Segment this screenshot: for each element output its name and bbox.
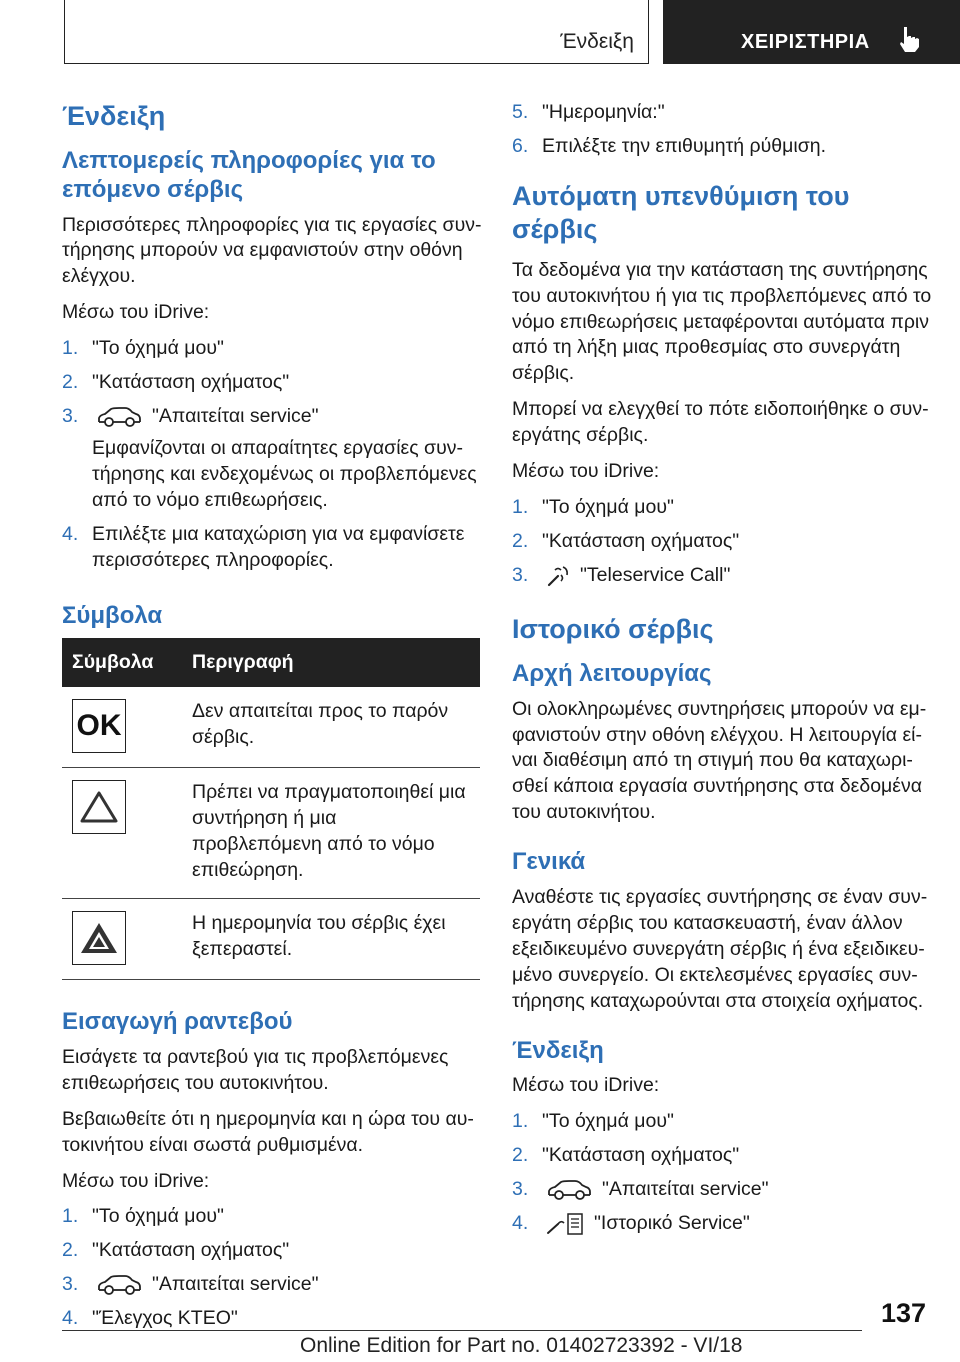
car-service-icon xyxy=(96,406,142,428)
step-number: 3. xyxy=(62,1273,79,1296)
step-number: 4. xyxy=(512,1212,529,1235)
step-number: 4. xyxy=(62,522,79,545)
hand-pointer-icon xyxy=(894,24,924,54)
list-item xyxy=(62,336,482,362)
auto-reminder-note: Μπορεί να ελεγχθεί το πότε ειδοποιήθηκε ο συνεργάτης σέρβις. xyxy=(512,398,929,447)
step-number: 3. xyxy=(62,405,79,428)
auto-reminder-text: Τα δεδομένα για την κατάσταση της συντήρησης του αυτοκινήτου ή για τις προβλεπόμενες από το νόμο επιθεωρήσεις μεταφέρονται αυτόματα πριν από τη λήξη μιας προθεσμίας στο συνεργάτη σέρβις. xyxy=(512,258,932,385)
principle-title: Αρχή λειτουργίας xyxy=(512,659,712,687)
step-text: "Το όχημά μου" xyxy=(542,1110,674,1133)
left-column xyxy=(62,100,482,1340)
appointment-text: Εισάγετε τα ραντεβού για τις προβλεπόμενες επιθεωρήσεις του αυτοκινήτου. xyxy=(62,1045,449,1094)
step-text: "Ιστορικό Service" xyxy=(594,1212,750,1235)
step-text: "Απαιτείται service" xyxy=(152,405,319,428)
step-text: "Teleservice Call" xyxy=(580,563,731,586)
appointment-note: Βεβαιωθείτε ότι η ημερομηνία και η ώρα του αυτοκινήτου είναι σωστά ρυθμισμένα. xyxy=(62,1107,474,1156)
chapter-tab[interactable] xyxy=(663,0,960,64)
warning-triangle-icon xyxy=(72,780,126,834)
step-number: 6. xyxy=(512,134,529,157)
step-text: "Απαιτείται service" xyxy=(152,1273,319,1296)
wrench-signal-icon xyxy=(546,565,570,587)
table-cell: Δεν απαιτείται προς το παρόν σέρβις. xyxy=(182,687,480,768)
section-tab[interactable] xyxy=(64,0,649,64)
table-cell: Η ημερομηνία του σέρβις έχει ξεπεραστεί. xyxy=(182,899,480,980)
step-number: 1. xyxy=(62,337,79,360)
chapter-label: ΧΕΙΡΙΣΤΗΡΙΑ xyxy=(741,31,870,53)
step-text: Επιλέξτε μια καταχώριση για να εμφανίσετε περισσότερες πληροφορίες. xyxy=(92,522,465,571)
symbols-table xyxy=(62,638,480,980)
step-number: 2. xyxy=(62,371,79,394)
table-header-description: Περιγραφή xyxy=(182,638,480,687)
list-item xyxy=(512,134,932,160)
step-number: 1. xyxy=(512,496,529,519)
step-note: Εμφανίζονται οι απαραίτητες εργασίες συντήρησης και ενδεχομένως οι προβλεπόμενες από το νόμο επιθεωρήσεις. xyxy=(92,436,477,511)
general-title: Γενικά xyxy=(512,848,586,876)
via-idrive: Μέσω του iDrive: xyxy=(512,1074,660,1097)
footer-edition: Online Edition for Part no. 01402723392 - VI/18 xyxy=(300,1334,743,1357)
appointment-title: Εισαγωγή ραντεβού xyxy=(62,1008,293,1036)
list-item xyxy=(512,495,932,521)
intro-text: Περισσότερες πληροφορίες για τις εργασίες συντήρησης μπορούν να εμφανιστούν στην οθόνη ελέγχου. xyxy=(62,213,482,288)
via-idrive: Μέσω του iDrive: xyxy=(62,1169,210,1192)
list-item xyxy=(512,1177,932,1203)
list-item xyxy=(512,529,932,555)
via-idrive: Μέσω του iDrive: xyxy=(62,301,210,324)
ok-icon: OK xyxy=(72,699,126,753)
car-service-icon xyxy=(96,1274,142,1296)
step-number: 1. xyxy=(62,1205,79,1228)
step-text: "Το όχημά μου" xyxy=(92,1205,224,1228)
list-item xyxy=(512,1211,932,1237)
list-item xyxy=(62,1238,482,1264)
table-row xyxy=(62,768,480,899)
general-text: Αναθέστε τις εργασίες συντήρησης σε έναν συνεργάτη σέρβις του κατασκευαστή, έναν άλλον εξειδικευμένο συνεργάτη σέρβις ή ένα εξειδικευμένο συνεργείο. Οι εκτελεσμένες εργασίες συντήρησης καταχωρούνται στα στοιχεία οχήματος. xyxy=(512,886,928,1012)
subsection-title: Λεπτομερείς πληροφορίες για το επόμενο σέρβις xyxy=(62,146,436,203)
table-header-symbols: Σύμβολα xyxy=(62,638,182,687)
step-number: 3. xyxy=(512,563,529,586)
symbols-title: Σύμβολα xyxy=(62,601,163,629)
page-number: 137 xyxy=(880,1298,926,1328)
auto-reminder-title: Αυτόματη υπενθύμιση του σέρβις xyxy=(512,180,850,244)
step-number: 4. xyxy=(62,1307,79,1330)
list-item xyxy=(62,370,482,396)
step-text: "Το όχημά μου" xyxy=(92,337,224,360)
principle-text: Οι ολοκληρωμένες συντηρήσεις μπορούν να εμφανιστούν στην οθόνη ελέγχου. Η λειτουργία είναι διαθέσιμη από τη στιγμή που θα καταχωρισθεί κάποια εργασία συντήρησης στα δεδομένα του αυτοκινήτου. xyxy=(512,697,927,824)
step-number: 2. xyxy=(62,1239,79,1262)
history-title: Ιστορικό σέρβις xyxy=(512,613,714,644)
step-text: "Κατάσταση οχήματος" xyxy=(92,371,290,394)
list-item xyxy=(62,1306,482,1332)
via-idrive: Μέσω του iDrive: xyxy=(512,460,660,483)
step-text: Επιλέξτε την επιθυμητή ρύθμιση. xyxy=(542,134,826,157)
step-text: "Κατάσταση οχήματος" xyxy=(542,1144,740,1167)
list-item xyxy=(512,1109,932,1135)
car-service-icon xyxy=(546,1179,592,1201)
step-text: "Έλεγχος ΚΤΕΟ" xyxy=(92,1307,238,1330)
service-history-icon xyxy=(546,1211,584,1237)
list-item xyxy=(62,1204,482,1230)
step-text: "Κατάσταση οχήματος" xyxy=(542,530,740,553)
display-title: Ένδειξη xyxy=(512,1036,604,1064)
step-number: 1. xyxy=(512,1110,529,1133)
step-number: 3. xyxy=(512,1178,529,1201)
step-number: 5. xyxy=(512,101,529,123)
list-item xyxy=(512,563,932,589)
list-item xyxy=(512,100,932,126)
step-text: "Το όχημά μου" xyxy=(542,496,674,519)
table-cell: Πρέπει να πραγματοποιηθεί μια συντήρηση ή μια προβλεπόμενη από το νόμο επιθεώρηση. xyxy=(182,768,480,899)
list-item xyxy=(62,1272,482,1298)
list-item xyxy=(512,1143,932,1169)
footer-divider xyxy=(62,1330,862,1331)
step-number: 2. xyxy=(512,530,529,553)
step-text: "Κατάσταση οχήματος" xyxy=(92,1239,290,1262)
list-item xyxy=(62,404,482,514)
step-number: 2. xyxy=(512,1144,529,1167)
section-label: Ένδειξη xyxy=(560,30,634,53)
section-title: Ένδειξη xyxy=(62,101,166,131)
step-text: "Ημερομηνία:" xyxy=(542,101,665,123)
page-header xyxy=(64,0,960,66)
right-column xyxy=(512,100,932,1245)
table-row xyxy=(62,899,480,980)
hazard-triangle-icon xyxy=(72,911,126,965)
table-row xyxy=(62,687,480,768)
step-text: "Απαιτείται service" xyxy=(602,1178,769,1201)
list-item xyxy=(62,522,482,574)
